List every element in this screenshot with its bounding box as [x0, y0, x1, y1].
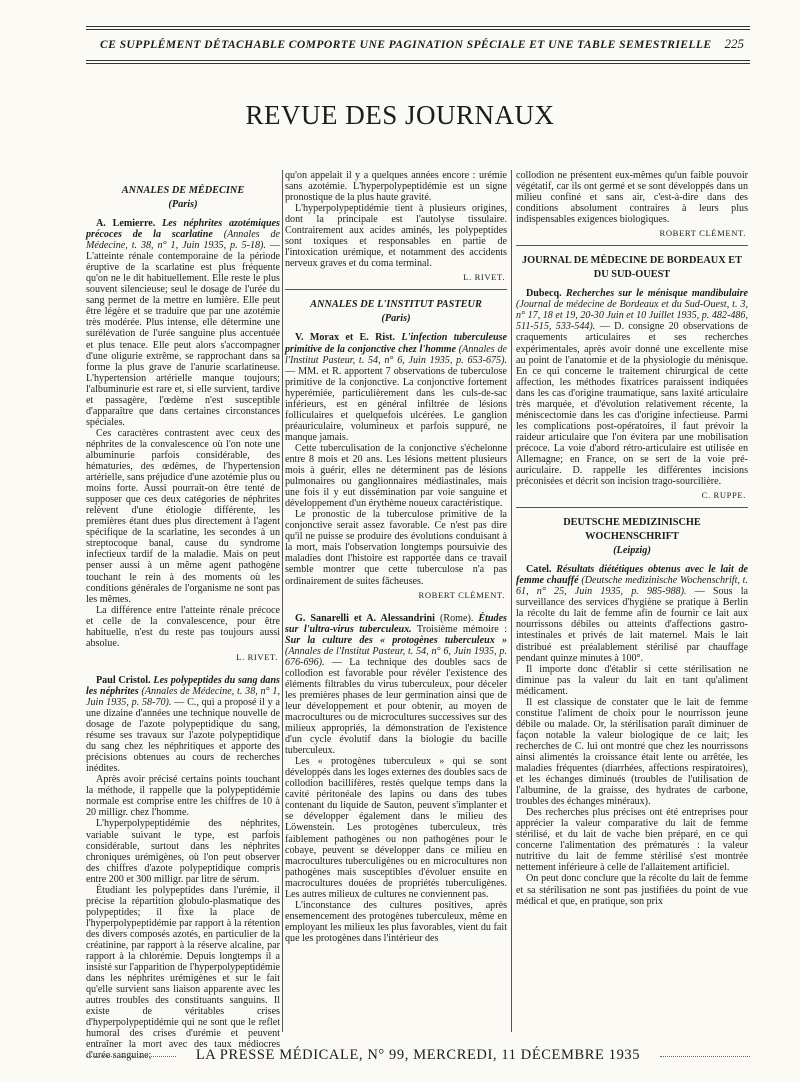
section-divider — [285, 289, 507, 290]
article-subtitle: Sur la culture des « protogènes tuberculeux » — [285, 634, 507, 646]
article-title: Les polypeptides du sang dans les néphrites — [86, 674, 280, 697]
article-subtitle-intro: Troisième mémoire : — [416, 623, 508, 635]
article-title: Études sur l'ultra-virus tuberculeux. — [285, 612, 507, 635]
page-footer — [86, 1045, 750, 1069]
paragraph: Cette tuberculisation de la conjonctive s'échelonne entre 8 mois et 20 ans. Les lésions mettent plusieurs mois à guérir, elles ne déterminent pas de lésions pulmonaires ou ganglionnaires médiastinales, mais une fois il y eut dissémination par voie sanguine et développement d'un érythème noueux caractéristique. — [285, 442, 507, 510]
paragraph: La différence entre l'atteinte rénale précoce et celle de la convalescence, pour être habituelle, n'est du reste pas toujours aussi absolue. — [86, 604, 280, 649]
section-title: JOURNAL DE MÉDECINE DE BORDEAUX ET DU SUD-OUEST — [522, 255, 742, 281]
column-divider-1 — [282, 170, 283, 1032]
article-author: A. Lemierre. — [96, 218, 156, 229]
article-catel — [516, 564, 748, 663]
paragraph: Il est classique de constater que le lait de femme constitue l'aliment de choix pour le nourrisson jeune débile ou malade. Or, la stérilisation paraît diminuer de façon notable la valeur biologique de ce lait; les recherches de C. lui ont montré que chez les nourrissons ainsi alimentés la croissance était lente ou arrêtée, les maladies fréquentes (diarrhées, affections respiratoires), et les échanges diminués (troubles de l'utilisation de l'albumine, de la graisse, des hydrates de carbone, troubles des échanges minéraux). — [516, 696, 748, 808]
signature: ROBERT CLÉMENT. — [418, 589, 505, 600]
paragraph: Après avoir précisé certains points touchant la méthode, il rappelle que la polypeptidémie normale est comprise entre les chiffres de 10 à 20 milligr. chez l'homme. — [86, 774, 280, 819]
article-reference: (Journal de médecine de Bordeaux et du Sud-Ouest, t. 3, n° 17, 18 et 19, 20-30 Juin et 10 Juillet 1935, p. 482-486, 511-515, 533-544). — [516, 299, 748, 333]
column-2 — [285, 170, 507, 1032]
article-title: Les néphrites azotémiques précoces de la scarlatine — [86, 218, 280, 241]
paragraph: collodion ne présentent eux-mêmes qu'un faible pouvoir végétatif, car ils ont germé et se sont développés dans un milieu confiné et sans air, c'est-à-dire dans des conditions absolument contraires à leurs plus indispensables exigences biologiques. — [516, 170, 748, 226]
article-text: — C., qui a proposé il y a une dizaine d'années une technique nouvelle de dosage de l'azote polypeptidique du sang, résume ses travaux sur l'azote polypeptidique du sang chez les néphritiques et apporte des précisions obtenues au cours de recherches inédites. — [86, 696, 280, 775]
page-number: 225 — [724, 36, 744, 51]
paragraph: L'hyperpolypeptidémie tient à plusieurs origines, dont la principale est l'autolyse tissulaire. Contrairement aux acides aminés, les polypeptides sont toxiques et responsables en partie de l'intoxication urémique, et notamment des accidents nerveux graves et du coma terminal. — [285, 203, 507, 270]
section-divider — [516, 507, 748, 508]
article-lemierre — [86, 218, 280, 428]
article-text: — La technique des doubles sacs de collodion est favorable pour révéler l'existence des éléments filtrables du virus tuberculeux, pour déceler les premières phases de leur germination ainsi que de leur développement et pour obtenir, au moyen de macrocultures ou de microcultures successives sur des milieux appropriés, la démonstration de l'existence d'un cycle évolutif dans la biologie du bacille tuberculeux. — [285, 656, 507, 757]
section-city: (Paris) — [381, 313, 411, 325]
paragraph: Ces caractères contrastent avec ceux des néphrites de la convalescence où l'on note une albuminurie parfois considérable, des hématuries, des œdèmes, de l'hypertension artérielle, sans préjudice d'une azotémie plus ou moins forte. Aussi pourrait-on être tenté de supposer que ces deux catégories de néphrites relèvent d'une étiologie différente, les premières étant dues plus directement à l'agent spécifique de la scarlatine, les secondes à un streptocoque banal, cause du syndrome infectieux tardif de la maladie. Mais on peut penser aussi à un même agent pathogène touchant le rein à des moments où les conditions générales de l'organisme ne sont pas les mêmes. — [86, 427, 280, 605]
article-reference: (Annales de Médecine, t. 38, n° 1, Juin 1935, p. 58-70). — [86, 685, 280, 708]
article-reference: (Annales de Médecine, t. 38, n° 1, Juin 1935, p. 5-18). — [86, 229, 281, 252]
article-author: G. Sanarelli et A. Alessandrini — [295, 612, 435, 624]
page-header — [86, 32, 750, 60]
section-city: (Leipzig) — [613, 545, 651, 557]
article-title: L'infection tuberculeuse primitive de la conjonctive chez l'homme — [285, 332, 507, 355]
page-title: REVUE DES JOURNAUX — [245, 100, 555, 130]
paragraph: L'inconstance des cultures positives, après ensemencement des protogènes tuberculeux, même en employant les milieux les plus favorables, vient du fait que les protogènes dans l'intérieur des — [285, 899, 507, 944]
article-author: Catel. — [526, 564, 552, 576]
signature: L. RIVET. — [236, 651, 278, 662]
article-dubecq — [516, 288, 748, 487]
column-1 — [86, 170, 281, 1062]
section-city: (Paris) — [168, 199, 198, 210]
paragraph: Étudiant les polypeptides dans l'urémie, il précise la répartition globulo-plasmatique des polypeptides; il fixe la place de l'hyperpolypeptidémie par rapport à la rétention des divers composés azotés, en particulier de la créatinine, par rapport à la réserve alcaline, par rapport à la chlorémie. Depuis longtemps il a insisté sur l'apparition de l'hyperpolypeptidémie dans les néphrites urémigènes et sur le fait qu'elle survient sans liaison apparente avec les autres troubles des constituants sanguins. Il existe de véritables crises d'hyperpolypeptidémie qui ne sont que le reflet humoral des crises d'urémie et peuvent entraîner la mort avec des taux médiocres d'urée sanguine; — [86, 884, 280, 1062]
article-morax-rist — [285, 332, 507, 442]
footer-text: LA PRESSE MÉDICALE, N° 99, MERCREDI, 11 DÉCEMBRE 1935 — [195, 1047, 641, 1063]
article-author: V. Morax et E. Rist. — [295, 332, 396, 344]
paragraph: L'hyperpolypeptidémie des néphrites, variable suivant le type, est parfois considérable, surtout dans les néphrites chroniques urémigènes, où l'on peut observer des chiffres d'azote polypeptidique compris entre 200 et 300 milligr. par litre de sérum. — [86, 818, 280, 885]
paragraph: Le pronostic de la tuberculose primitive de la conjonctive serait assez favorable. Ce n'est pas dire qu'il ne puisse se produire des évolutions conduisant à la mort, mais l'observation longtemps poursuivie des maladies dont l'histoire est rapportée dans ce travail semble montrer que cette tuberculose n'a pas ordinairement de suites fâcheuses. — [285, 509, 507, 587]
article-reference: (Annales de l'Institut Pasteur, t. 54, n° 6, Juin 1935, p. 676-696). — [285, 645, 507, 668]
article-cristol — [86, 675, 280, 774]
article-title: Recherches sur le ménisque mandibulaire — [565, 288, 748, 300]
paragraph: qu'on appelait il y a quelques années encore : urémie sans azotémie. L'hyperpolypeptidémie est un signe pronostique de la plus haute gravité. — [285, 170, 507, 204]
signature: L. RIVET. — [463, 272, 505, 283]
column-divider-2 — [511, 170, 512, 1032]
article-reference: (Annales de l'Institut Pasteur, t. 54, n° 6, Juin 1935, p. 653-675). — [285, 343, 508, 366]
header-rule-top — [86, 26, 750, 27]
section-divider — [516, 245, 748, 246]
paragraph: On peut donc conclure que la récolte du lait de femme et sa stérilisation ne sont pas justifiées du point de vue médical et que, en pratique, son prix — [516, 873, 748, 907]
article-text: — D. consigne 20 observations de craquements articulaires et ses recherches expérimentales, après avoir donné une excellente mise au point de l'anatomie et de la physiologie du ménisque. En ce qui concerne le traitement chirurgical de cette affection, les méthodes fixatrices paraissent indiquées dans les cas d'origine traumatique, sans laxité articulaire très marquée, et d'évolution relativement récente, la méniscectomie dans les cas d'origine infectieuse. Parmi les complications post-opératoires, il faut prévoir la raideur articulaire que l'on évitera par une mobilisation précoce. La voie d'abord rétro-articulaire est utilisée en Allemagne; en France, on se sert de la voie pré-auriculaire. D. rappelle les différentes incisions préconisées et décrit son incision trago-sourcilière. — [516, 321, 749, 488]
article-text: — MM. et R. apportent 7 observations de tuberculose primitive de la conjonctive. La conjonctive fortement hyperémiée, particulièrement dans les culs-de-sac inférieurs, est en général infiltrée de lésions folliculaires et quelquefois ulcérées. Le ganglion préauriculaire, volumineux et parfois suppuré, ne manque jamais. — [285, 365, 507, 443]
paragraph: Il importe donc d'établir si cette stérilisation ne diminue pas la valeur du lait en tant qu'aliment médicament. — [516, 663, 748, 697]
section-title: DEUTSCHE MEDIZINISCHE WOCHENSCHRIFT — [563, 517, 701, 543]
article-sanarelli — [285, 613, 507, 757]
section-title: ANNALES DE L'INSTITUT PASTEUR — [310, 299, 482, 311]
footer-dotted-rule-right — [660, 1056, 750, 1057]
signature: ROBERT CLÉMENT. — [659, 228, 746, 239]
signature: C. RUPPE. — [701, 490, 746, 501]
article-text: — L'atteinte rénale contemporaine de la période éruptive de la scarlatine est plus fréquente qu'on ne le dit habituellement. Elle reste le plus souvent silencieuse; seul le dosage de l'urée du sang permet de la mettre en lumière. Elle peut être légère et se traduire que par une azotémie très modérée. Plus intense, elle détermine une surélévation de l'urée sanguine plus accentuée et plus tenace. Elle peut alors s'accompagner d'une oligurie extrême, se rapprochant dans sa forme la plus grave de l'anurie scarlatineuse. L'hypertension artérielle manque toujours; l'albuminurie est rare et, si elle survient, tardive et passagère, l'œdème n'est susceptible d'apparaître que dans certaines circonstances spéciales. — [86, 240, 280, 428]
paragraph: Des recherches plus précises ont été entreprises pour apprécier la valeur comparative du lait de femme stérilisé, et du lait de vache bien préparé, en ce qui concerne l'alimentation des prématurés : la valeur nutritive du lait de femme stérilisé s'est montrée nettement inférieure à celle de l'allaitement artificiel. — [516, 807, 748, 874]
header-rule-top-2 — [86, 29, 750, 30]
article-text: — Sous la surveillance des services d'hygiène se pratique à Berlin la récolte du lait de femme afin de fournir ce lait aux nourrissons débiles ou atteints d'affections gastro-intestinales et privés de lait maternel. Mais le lait distribué est préalablement stérilisé par chauffage pendant quinze minutes à 100°. — [516, 586, 748, 664]
article-author: Dubecq. — [526, 288, 562, 300]
header-banner: CE SUPPLÉMENT DÉTACHABLE COMPORTE UNE PAGINATION SPÉCIALE ET UNE TABLE SEMESTRIELLE — [100, 38, 712, 51]
header-rule-bottom-2 — [86, 63, 750, 64]
article-place: (Rome). — [439, 612, 474, 624]
paragraph: Les « protogènes tuberculeux » qui se sont développés dans les loges externes des doubles sacs de collodion bacillifères, restés quelque temps dans la cavité péritonéale des lapins ou dans des tubes contenant du liquide de Sauton, peuvent s'implanter et se développer également dans le milieu des Löwenstein. Les protogènes tuberculeux, très faiblement pathogènes ou non pathogènes pour le cobaye, peuvent se développer dans ce milieu en macrocultures tuberculigènes ou en microcultures non pathogènes mais susceptibles d'évoluer ensuite en macrocultures douées de propriétés tuberculigènes. Les autres milieux de cultures ne conviennent pas. — [285, 756, 507, 900]
column-3 — [516, 170, 748, 1032]
article-reference: (Deutsche medizinische Wochenschrift, t. 61, n° 25, Juin 1935, p. 985-988). — [516, 575, 749, 598]
article-author: Paul Cristol. — [96, 674, 151, 686]
header-rule-bottom — [86, 60, 750, 61]
section-title: ANNALES DE MÉDECINE — [121, 185, 245, 196]
article-title: Résultats diététiques obtenus avec le lait de femme chauffé — [516, 564, 748, 587]
